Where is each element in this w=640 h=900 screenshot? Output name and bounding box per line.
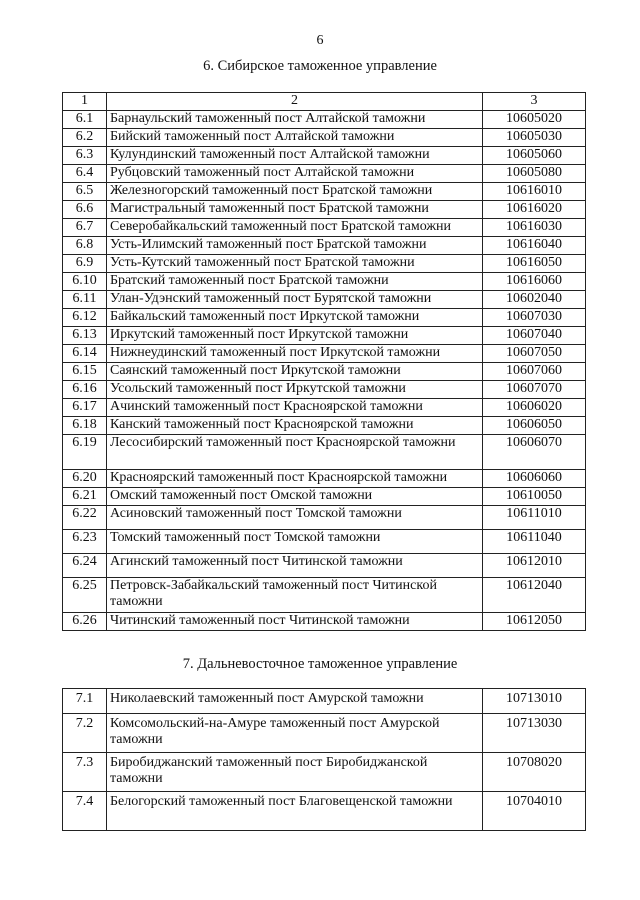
customs-post-name: Асиновский таможенный пост Томской таможни bbox=[107, 506, 483, 530]
customs-post-name: Белогорский таможенный пост Благовещенской таможни bbox=[107, 792, 483, 831]
table-row bbox=[63, 363, 586, 381]
customs-post-name: Усть-Кутский таможенный пост Братской таможни bbox=[107, 255, 483, 273]
customs-post-name: Усть-Илимский таможенный пост Братской таможни bbox=[107, 237, 483, 255]
customs-post-name: Рубцовский таможенный пост Алтайской таможни bbox=[107, 165, 483, 183]
column-header-number: 1 bbox=[63, 93, 107, 111]
table-row bbox=[63, 554, 586, 578]
table-row bbox=[63, 327, 586, 345]
customs-post-code: 10605030 bbox=[483, 129, 586, 147]
customs-post-code: 10606060 bbox=[483, 470, 586, 488]
customs-post-name: Петровск-Забайкальский таможенный пост Читинской таможни bbox=[107, 578, 483, 613]
customs-post-code: 10616060 bbox=[483, 273, 586, 291]
customs-post-code: 10611040 bbox=[483, 530, 586, 554]
table-row bbox=[63, 237, 586, 255]
customs-post-name: Железногорский таможенный пост Братской таможни bbox=[107, 183, 483, 201]
customs-posts-table-far-eastern bbox=[62, 688, 586, 831]
table-row bbox=[63, 273, 586, 291]
row-number: 6.13 bbox=[63, 327, 107, 345]
customs-post-code: 10611010 bbox=[483, 506, 586, 530]
table-row bbox=[63, 381, 586, 399]
row-number: 6.11 bbox=[63, 291, 107, 309]
row-number: 6.10 bbox=[63, 273, 107, 291]
customs-post-code: 10713030 bbox=[483, 714, 586, 753]
customs-post-code: 10606070 bbox=[483, 435, 586, 470]
customs-post-code: 10605020 bbox=[483, 111, 586, 129]
table-row bbox=[63, 219, 586, 237]
customs-post-name: Кулундинский таможенный пост Алтайской таможни bbox=[107, 147, 483, 165]
row-number: 6.12 bbox=[63, 309, 107, 327]
customs-post-name: Байкальский таможенный пост Иркутской таможни bbox=[107, 309, 483, 327]
column-header-name: 2 bbox=[107, 93, 483, 111]
customs-post-code: 10704010 bbox=[483, 792, 586, 831]
row-number: 6.6 bbox=[63, 201, 107, 219]
customs-post-code: 10616050 bbox=[483, 255, 586, 273]
customs-post-name: Омский таможенный пост Омской таможни bbox=[107, 488, 483, 506]
customs-post-name: Красноярский таможенный пост Красноярской таможни bbox=[107, 470, 483, 488]
customs-post-name: Ачинский таможенный пост Красноярской таможни bbox=[107, 399, 483, 417]
row-number: 6.18 bbox=[63, 417, 107, 435]
section-title-siberian: 6. Сибирское таможенное управление bbox=[203, 58, 437, 74]
customs-post-name: Николаевский таможенный пост Амурской таможни bbox=[107, 689, 483, 714]
row-number: 6.2 bbox=[63, 129, 107, 147]
customs-post-code: 10602040 bbox=[483, 291, 586, 309]
table-row bbox=[63, 399, 586, 417]
customs-post-code: 10605080 bbox=[483, 165, 586, 183]
table-header-row bbox=[63, 93, 586, 111]
customs-post-code: 10607050 bbox=[483, 345, 586, 363]
table-row bbox=[63, 201, 586, 219]
row-number: 7.3 bbox=[63, 753, 107, 792]
customs-post-code: 10606020 bbox=[483, 399, 586, 417]
customs-post-name: Братский таможенный пост Братской таможни bbox=[107, 273, 483, 291]
row-number: 6.3 bbox=[63, 147, 107, 165]
customs-post-name: Усольский таможенный пост Иркутской таможни bbox=[107, 381, 483, 399]
row-number: 7.4 bbox=[63, 792, 107, 831]
table-row bbox=[63, 417, 586, 435]
table-row bbox=[63, 165, 586, 183]
customs-post-code: 10616040 bbox=[483, 237, 586, 255]
customs-post-name: Улан-Удэнский таможенный пост Бурятской таможни bbox=[107, 291, 483, 309]
customs-post-code: 10612010 bbox=[483, 554, 586, 578]
table-row bbox=[63, 689, 586, 714]
row-number: 6.5 bbox=[63, 183, 107, 201]
table-row bbox=[63, 714, 586, 753]
table-row bbox=[63, 753, 586, 792]
customs-post-name: Северобайкальский таможенный пост Братской таможни bbox=[107, 219, 483, 237]
customs-post-code: 10607070 bbox=[483, 381, 586, 399]
customs-post-code: 10708020 bbox=[483, 753, 586, 792]
section-title-far-eastern: 7. Дальневосточное таможенное управление bbox=[182, 656, 458, 672]
customs-post-name: Барнаульский таможенный пост Алтайской таможни bbox=[107, 111, 483, 129]
customs-post-name: Томский таможенный пост Томской таможни bbox=[107, 530, 483, 554]
customs-post-name: Канский таможенный пост Красноярской таможни bbox=[107, 417, 483, 435]
table-row bbox=[63, 183, 586, 201]
table-row bbox=[63, 309, 586, 327]
row-number: 6.16 bbox=[63, 381, 107, 399]
page-number: 6 bbox=[316, 33, 324, 48]
customs-post-code: 10612040 bbox=[483, 578, 586, 613]
customs-post-name: Биробиджанский таможенный пост Биробиджанской таможни bbox=[107, 753, 483, 792]
row-number: 6.23 bbox=[63, 530, 107, 554]
table-row bbox=[63, 255, 586, 273]
customs-post-code: 10616020 bbox=[483, 201, 586, 219]
customs-post-name: Комсомольский-на-Амуре таможенный пост Амурской таможни bbox=[107, 714, 483, 753]
customs-post-code: 10616030 bbox=[483, 219, 586, 237]
row-number: 6.14 bbox=[63, 345, 107, 363]
customs-post-code: 10607060 bbox=[483, 363, 586, 381]
customs-post-name: Магистральный таможенный пост Братской таможни bbox=[107, 201, 483, 219]
row-number: 6.26 bbox=[63, 613, 107, 631]
table-row bbox=[63, 129, 586, 147]
table-row bbox=[63, 792, 586, 831]
row-number: 6.15 bbox=[63, 363, 107, 381]
customs-post-name: Иркутский таможенный пост Иркутской таможни bbox=[107, 327, 483, 345]
customs-post-code: 10607030 bbox=[483, 309, 586, 327]
customs-post-code: 10612050 bbox=[483, 613, 586, 631]
table-row bbox=[63, 470, 586, 488]
table-row bbox=[63, 147, 586, 165]
row-number: 6.25 bbox=[63, 578, 107, 613]
customs-post-code: 10610050 bbox=[483, 488, 586, 506]
table-row bbox=[63, 506, 586, 530]
customs-post-name: Бийский таможенный пост Алтайской таможни bbox=[107, 129, 483, 147]
customs-post-code: 10607040 bbox=[483, 327, 586, 345]
row-number: 6.22 bbox=[63, 506, 107, 530]
row-number: 6.17 bbox=[63, 399, 107, 417]
row-number: 6.19 bbox=[63, 435, 107, 470]
row-number: 6.24 bbox=[63, 554, 107, 578]
row-number: 7.2 bbox=[63, 714, 107, 753]
customs-post-name: Нижнеудинский таможенный пост Иркутской таможни bbox=[107, 345, 483, 363]
table-row bbox=[63, 291, 586, 309]
customs-post-code: 10616010 bbox=[483, 183, 586, 201]
row-number: 6.20 bbox=[63, 470, 107, 488]
row-number: 6.8 bbox=[63, 237, 107, 255]
customs-posts-table-siberian bbox=[62, 92, 586, 631]
table-row bbox=[63, 345, 586, 363]
table-row bbox=[63, 530, 586, 554]
customs-post-name: Агинский таможенный пост Читинской таможни bbox=[107, 554, 483, 578]
customs-post-code: 10605060 bbox=[483, 147, 586, 165]
row-number: 6.7 bbox=[63, 219, 107, 237]
customs-post-name: Саянский таможенный пост Иркутской таможни bbox=[107, 363, 483, 381]
customs-post-name: Лесосибирский таможенный пост Красноярской таможни bbox=[107, 435, 483, 470]
column-header-code: 3 bbox=[483, 93, 586, 111]
table-row bbox=[63, 111, 586, 129]
customs-post-code: 10606050 bbox=[483, 417, 586, 435]
table-row bbox=[63, 488, 586, 506]
table-row bbox=[63, 578, 586, 613]
row-number: 6.4 bbox=[63, 165, 107, 183]
table-row bbox=[63, 435, 586, 470]
table-row bbox=[63, 613, 586, 631]
customs-post-name: Читинский таможенный пост Читинской таможни bbox=[107, 613, 483, 631]
row-number: 7.1 bbox=[63, 689, 107, 714]
row-number: 6.21 bbox=[63, 488, 107, 506]
row-number: 6.9 bbox=[63, 255, 107, 273]
customs-post-code: 10713010 bbox=[483, 689, 586, 714]
row-number: 6.1 bbox=[63, 111, 107, 129]
